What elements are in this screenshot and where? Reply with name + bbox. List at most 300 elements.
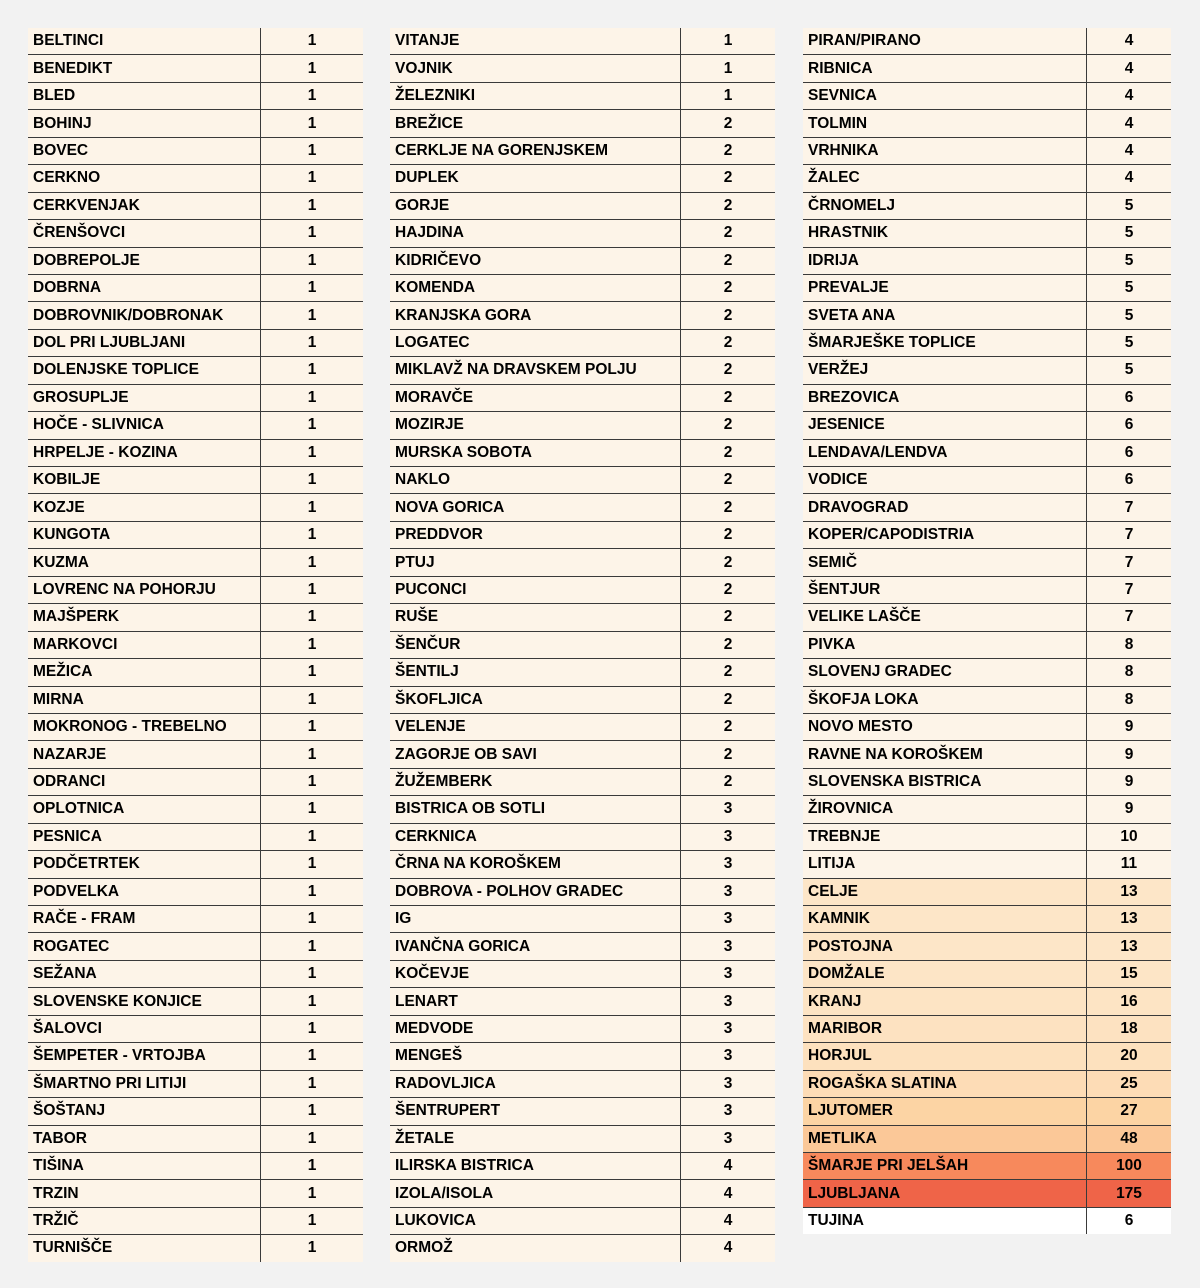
table-row <box>390 521 775 548</box>
municipality-name: KAMNIK <box>803 906 1087 933</box>
municipality-name: IDRIJA <box>803 247 1087 274</box>
municipality-name: RADOVLJICA <box>390 1070 681 1097</box>
table-row <box>390 1180 775 1207</box>
municipality-name: MOZIRJE <box>390 412 681 439</box>
case-count: 2 <box>681 302 776 329</box>
case-count: 20 <box>1087 1043 1172 1070</box>
table-row <box>803 659 1171 686</box>
municipality-name: ŠKOFLJICA <box>390 686 681 713</box>
table-row <box>803 412 1171 439</box>
case-count: 1 <box>261 192 364 219</box>
municipality-name: IZOLA/ISOLA <box>390 1180 681 1207</box>
case-count: 1 <box>261 549 364 576</box>
municipality-name: MARIBOR <box>803 1015 1087 1042</box>
table-row <box>803 467 1171 494</box>
table-row <box>390 165 775 192</box>
municipality-name: MIRNA <box>28 686 261 713</box>
municipality-name: GORJE <box>390 192 681 219</box>
table-row <box>390 1152 775 1179</box>
table-row <box>390 1070 775 1097</box>
case-count: 2 <box>681 576 776 603</box>
municipality-name: TUJINA <box>803 1207 1087 1234</box>
case-count: 3 <box>681 851 776 878</box>
table-row <box>803 604 1171 631</box>
municipality-name: LENART <box>390 988 681 1015</box>
case-count: 3 <box>681 1015 776 1042</box>
case-count: 4 <box>1087 55 1172 82</box>
case-count: 6 <box>1087 384 1172 411</box>
municipality-name: ŠMARJE PRI JELŠAH <box>803 1152 1087 1179</box>
table-row <box>803 28 1171 55</box>
case-count: 2 <box>681 467 776 494</box>
case-count: 1 <box>261 741 364 768</box>
table-row <box>803 137 1171 164</box>
case-count: 1 <box>261 1070 364 1097</box>
municipality-name: PODVELKA <box>28 878 261 905</box>
case-count: 9 <box>1087 713 1172 740</box>
municipality-name: TABOR <box>28 1125 261 1152</box>
municipality-name: MARKOVCI <box>28 631 261 658</box>
table-row <box>390 467 775 494</box>
table-row <box>803 384 1171 411</box>
case-count: 1 <box>261 165 364 192</box>
municipality-name: LUKOVICA <box>390 1207 681 1234</box>
municipality-name: DRAVOGRAD <box>803 494 1087 521</box>
table-row <box>803 1207 1171 1234</box>
table-row <box>803 220 1171 247</box>
case-count: 2 <box>681 220 776 247</box>
municipality-name: PREVALJE <box>803 274 1087 301</box>
municipality-name: JESENICE <box>803 412 1087 439</box>
municipality-name: LJUBLJANA <box>803 1180 1087 1207</box>
table-row <box>390 247 775 274</box>
table-row <box>28 1180 363 1207</box>
case-count: 6 <box>1087 412 1172 439</box>
municipality-name: ŽALEC <box>803 165 1087 192</box>
municipality-name: ZAGORJE OB SAVI <box>390 741 681 768</box>
table-row <box>28 137 363 164</box>
case-count: 2 <box>681 329 776 356</box>
case-count: 5 <box>1087 357 1172 384</box>
municipality-name: DOMŽALE <box>803 960 1087 987</box>
case-count: 1 <box>261 604 364 631</box>
table-row <box>803 521 1171 548</box>
municipality-name: KOBILJE <box>28 467 261 494</box>
case-count: 8 <box>1087 686 1172 713</box>
table-row <box>390 576 775 603</box>
table-row <box>28 274 363 301</box>
case-count: 175 <box>1087 1180 1172 1207</box>
case-count: 1 <box>261 686 364 713</box>
case-count: 1 <box>261 796 364 823</box>
municipality-name: TRZIN <box>28 1180 261 1207</box>
table-row <box>390 1207 775 1234</box>
municipality-name: BOHINJ <box>28 110 261 137</box>
table-row <box>390 1043 775 1070</box>
case-count: 2 <box>681 768 776 795</box>
case-count: 7 <box>1087 576 1172 603</box>
case-count: 1 <box>261 384 364 411</box>
table-row <box>390 110 775 137</box>
municipality-name: ŽUŽEMBERK <box>390 768 681 795</box>
table-row <box>390 768 775 795</box>
case-count: 4 <box>681 1235 776 1262</box>
case-count: 3 <box>681 1098 776 1125</box>
case-count: 5 <box>1087 274 1172 301</box>
table-row <box>390 549 775 576</box>
municipality-name: GROSUPLJE <box>28 384 261 411</box>
municipality-name: ILIRSKA BISTRICA <box>390 1152 681 1179</box>
case-count: 4 <box>1087 82 1172 109</box>
municipality-name: VODICE <box>803 467 1087 494</box>
case-count: 9 <box>1087 796 1172 823</box>
municipality-name: DOBROVA - POLHOV GRADEC <box>390 878 681 905</box>
municipality-name: RAVNE NA KOROŠKEM <box>803 741 1087 768</box>
case-count: 18 <box>1087 1015 1172 1042</box>
table-row <box>28 851 363 878</box>
municipality-name: BENEDIKT <box>28 55 261 82</box>
table-row <box>803 192 1171 219</box>
case-count: 1 <box>261 1098 364 1125</box>
table-row <box>803 796 1171 823</box>
municipality-name: MEŽICA <box>28 659 261 686</box>
case-count: 2 <box>681 165 776 192</box>
case-count: 1 <box>261 302 364 329</box>
case-count: 1 <box>261 960 364 987</box>
case-count: 1 <box>261 137 364 164</box>
municipality-name: MORAVČE <box>390 384 681 411</box>
municipality-name: SEMIČ <box>803 549 1087 576</box>
municipality-name: KRANJ <box>803 988 1087 1015</box>
table-row <box>390 1125 775 1152</box>
case-count: 1 <box>261 467 364 494</box>
case-count: 1 <box>261 329 364 356</box>
case-count: 2 <box>681 631 776 658</box>
municipality-name: MAJŠPERK <box>28 604 261 631</box>
municipality-name: DOL PRI LJUBLJANI <box>28 329 261 356</box>
table-row <box>803 1070 1171 1097</box>
table-row <box>803 960 1171 987</box>
table-row <box>28 906 363 933</box>
municipality-name: KOPER/CAPODISTRIA <box>803 521 1087 548</box>
municipality-name: DUPLEK <box>390 165 681 192</box>
municipality-name: BLED <box>28 82 261 109</box>
case-count: 1 <box>261 110 364 137</box>
municipality-name: TREBNJE <box>803 823 1087 850</box>
case-count: 1 <box>261 1180 364 1207</box>
table-row <box>390 823 775 850</box>
case-count: 4 <box>1087 137 1172 164</box>
table-row <box>390 384 775 411</box>
municipality-name: ŽELEZNIKI <box>390 82 681 109</box>
case-count: 7 <box>1087 494 1172 521</box>
table-row <box>390 28 775 55</box>
case-count: 4 <box>1087 110 1172 137</box>
case-count: 8 <box>1087 631 1172 658</box>
case-count: 1 <box>261 1152 364 1179</box>
case-count: 2 <box>681 549 776 576</box>
case-count: 6 <box>1087 1207 1172 1234</box>
case-count: 27 <box>1087 1098 1172 1125</box>
table-row <box>390 412 775 439</box>
table-row <box>28 1015 363 1042</box>
municipality-name: BREZOVICA <box>803 384 1087 411</box>
table-row <box>28 933 363 960</box>
municipality-name: LENDAVA/LENDVA <box>803 439 1087 466</box>
table-row <box>803 165 1171 192</box>
municipality-name: PIRAN/PIRANO <box>803 28 1087 55</box>
case-count: 2 <box>681 384 776 411</box>
table-row <box>803 1015 1171 1042</box>
case-count: 1 <box>261 274 364 301</box>
municipality-name: LOGATEC <box>390 329 681 356</box>
table-row <box>28 329 363 356</box>
municipality-name: METLIKA <box>803 1125 1087 1152</box>
municipality-name: PIVKA <box>803 631 1087 658</box>
case-count: 9 <box>1087 768 1172 795</box>
table-row <box>390 713 775 740</box>
case-count: 5 <box>1087 329 1172 356</box>
municipality-name: BREŽICE <box>390 110 681 137</box>
municipality-name: KIDRIČEVO <box>390 247 681 274</box>
table-row <box>28 357 363 384</box>
municipality-name: KUZMA <box>28 549 261 576</box>
table-row <box>390 851 775 878</box>
table-row <box>390 1235 775 1262</box>
table-row <box>28 1098 363 1125</box>
municipality-name: SLOVENSKE KONJICE <box>28 988 261 1015</box>
table-row <box>28 878 363 905</box>
table-row <box>390 220 775 247</box>
case-count: 16 <box>1087 988 1172 1015</box>
table-row <box>28 302 363 329</box>
table-row <box>28 439 363 466</box>
case-count: 2 <box>681 274 776 301</box>
table-row <box>390 1015 775 1042</box>
municipality-name: KRANJSKA GORA <box>390 302 681 329</box>
municipality-name: ŠALOVCI <box>28 1015 261 1042</box>
municipality-name: CERKVENJAK <box>28 192 261 219</box>
case-count: 1 <box>261 1015 364 1042</box>
table-row <box>390 659 775 686</box>
municipality-name: DOBROVNIK/DOBRONAK <box>28 302 261 329</box>
municipality-name: LOVRENC NA POHORJU <box>28 576 261 603</box>
table-row <box>28 1070 363 1097</box>
table-row <box>803 82 1171 109</box>
municipality-name: KOMENDA <box>390 274 681 301</box>
municipality-name: TOLMIN <box>803 110 1087 137</box>
table-row <box>28 1125 363 1152</box>
table-row <box>390 933 775 960</box>
table-row <box>28 576 363 603</box>
table-row <box>803 1043 1171 1070</box>
municipality-name: MOKRONOG - TREBELNO <box>28 713 261 740</box>
table-row <box>803 1098 1171 1125</box>
table-row <box>28 28 363 55</box>
table-row <box>390 906 775 933</box>
table-row <box>390 82 775 109</box>
municipality-name: BELTINCI <box>28 28 261 55</box>
case-count: 4 <box>681 1152 776 1179</box>
municipality-name: IG <box>390 906 681 933</box>
case-count: 5 <box>1087 220 1172 247</box>
case-count: 4 <box>1087 165 1172 192</box>
municipality-name: ŠENTJUR <box>803 576 1087 603</box>
case-count: 1 <box>261 82 364 109</box>
table-row <box>390 137 775 164</box>
table-row <box>803 631 1171 658</box>
municipality-name: TIŠINA <box>28 1152 261 1179</box>
table-row <box>390 439 775 466</box>
municipality-name: VRHNIKA <box>803 137 1087 164</box>
table-row <box>803 576 1171 603</box>
case-count: 1 <box>261 521 364 548</box>
case-count: 7 <box>1087 521 1172 548</box>
municipality-name: RIBNICA <box>803 55 1087 82</box>
municipality-name: SEŽANA <box>28 960 261 987</box>
table-row <box>28 988 363 1015</box>
table-row <box>803 768 1171 795</box>
case-count: 1 <box>261 659 364 686</box>
case-count: 1 <box>261 713 364 740</box>
table-row <box>803 713 1171 740</box>
table-row <box>28 713 363 740</box>
case-count: 8 <box>1087 659 1172 686</box>
municipality-name: ŽETALE <box>390 1125 681 1152</box>
case-count: 7 <box>1087 604 1172 631</box>
table-row <box>803 247 1171 274</box>
municipality-name: PODČETRTEK <box>28 851 261 878</box>
municipality-name: CERKLJE NA GORENJSKEM <box>390 137 681 164</box>
case-count: 3 <box>681 878 776 905</box>
table-row <box>803 110 1171 137</box>
municipality-name: PREDDVOR <box>390 521 681 548</box>
municipality-name: ČRNOMELJ <box>803 192 1087 219</box>
case-count: 1 <box>261 1125 364 1152</box>
municipality-name: ODRANCI <box>28 768 261 795</box>
table-row <box>390 631 775 658</box>
case-count: 1 <box>261 357 364 384</box>
case-count: 1 <box>261 28 364 55</box>
table-row <box>28 412 363 439</box>
table-row <box>803 741 1171 768</box>
municipality-name: DOLENJSKE TOPLICE <box>28 357 261 384</box>
case-count: 2 <box>681 741 776 768</box>
municipality-name: CELJE <box>803 878 1087 905</box>
case-count: 2 <box>681 713 776 740</box>
case-count: 6 <box>1087 439 1172 466</box>
table-row <box>390 1098 775 1125</box>
table-row <box>28 631 363 658</box>
municipality-name: ORMOŽ <box>390 1235 681 1262</box>
municipality-name: HRPELJE - KOZINA <box>28 439 261 466</box>
case-count: 4 <box>1087 28 1172 55</box>
table-row <box>803 988 1171 1015</box>
municipality-name: MURSKA SOBOTA <box>390 439 681 466</box>
municipality-name: MEDVODE <box>390 1015 681 1042</box>
table-row <box>803 357 1171 384</box>
table-row <box>28 1235 363 1262</box>
table-row <box>390 878 775 905</box>
case-count: 3 <box>681 1043 776 1070</box>
case-count: 1 <box>261 933 364 960</box>
table-row <box>390 55 775 82</box>
case-count: 1 <box>261 851 364 878</box>
municipality-name: ČRNA NA KOROŠKEM <box>390 851 681 878</box>
case-count: 13 <box>1087 906 1172 933</box>
case-count: 3 <box>681 960 776 987</box>
table-row <box>803 1125 1171 1152</box>
case-count: 2 <box>681 247 776 274</box>
table-row <box>803 55 1171 82</box>
case-count: 1 <box>261 906 364 933</box>
municipality-name: NAZARJE <box>28 741 261 768</box>
table-row <box>28 521 363 548</box>
municipality-name: HAJDINA <box>390 220 681 247</box>
table-row <box>803 906 1171 933</box>
table-row <box>28 823 363 850</box>
municipality-name: RAČE - FRAM <box>28 906 261 933</box>
municipality-name: PUCONCI <box>390 576 681 603</box>
case-count: 3 <box>681 796 776 823</box>
table-row <box>803 549 1171 576</box>
municipality-name: ŠENTILJ <box>390 659 681 686</box>
municipality-name: OPLOTNICA <box>28 796 261 823</box>
municipality-table-column-3 <box>803 28 1171 1234</box>
municipality-name: MENGEŠ <box>390 1043 681 1070</box>
municipality-name: NOVA GORICA <box>390 494 681 521</box>
case-count: 5 <box>1087 302 1172 329</box>
table-row <box>28 192 363 219</box>
case-count: 4 <box>681 1207 776 1234</box>
case-count: 15 <box>1087 960 1172 987</box>
table-row <box>803 933 1171 960</box>
municipality-name: VERŽEJ <box>803 357 1087 384</box>
municipality-name: VOJNIK <box>390 55 681 82</box>
table-row <box>803 274 1171 301</box>
case-count: 1 <box>681 28 776 55</box>
municipality-table-column-2 <box>390 28 775 1262</box>
table-row <box>28 1207 363 1234</box>
case-count: 10 <box>1087 823 1172 850</box>
case-count: 11 <box>1087 851 1172 878</box>
municipality-name: PESNICA <box>28 823 261 850</box>
case-count: 3 <box>681 1070 776 1097</box>
case-count: 3 <box>681 988 776 1015</box>
table-row <box>28 741 363 768</box>
table-row <box>28 1043 363 1070</box>
municipality-name: ŠENČUR <box>390 631 681 658</box>
table-row <box>28 82 363 109</box>
table-row <box>28 165 363 192</box>
case-count: 1 <box>261 412 364 439</box>
municipality-name: MIKLAVŽ NA DRAVSKEM POLJU <box>390 357 681 384</box>
case-count: 2 <box>681 412 776 439</box>
municipality-name: DOBRNA <box>28 274 261 301</box>
municipality-name: PTUJ <box>390 549 681 576</box>
table-row <box>28 494 363 521</box>
municipality-name: HRASTNIK <box>803 220 1087 247</box>
municipality-name: ŽIROVNICA <box>803 796 1087 823</box>
case-count: 1 <box>261 247 364 274</box>
case-count: 9 <box>1087 741 1172 768</box>
case-count: 2 <box>681 192 776 219</box>
case-count: 2 <box>681 494 776 521</box>
table-row <box>390 302 775 329</box>
table-row <box>28 384 363 411</box>
table-row <box>803 686 1171 713</box>
table-row <box>28 960 363 987</box>
